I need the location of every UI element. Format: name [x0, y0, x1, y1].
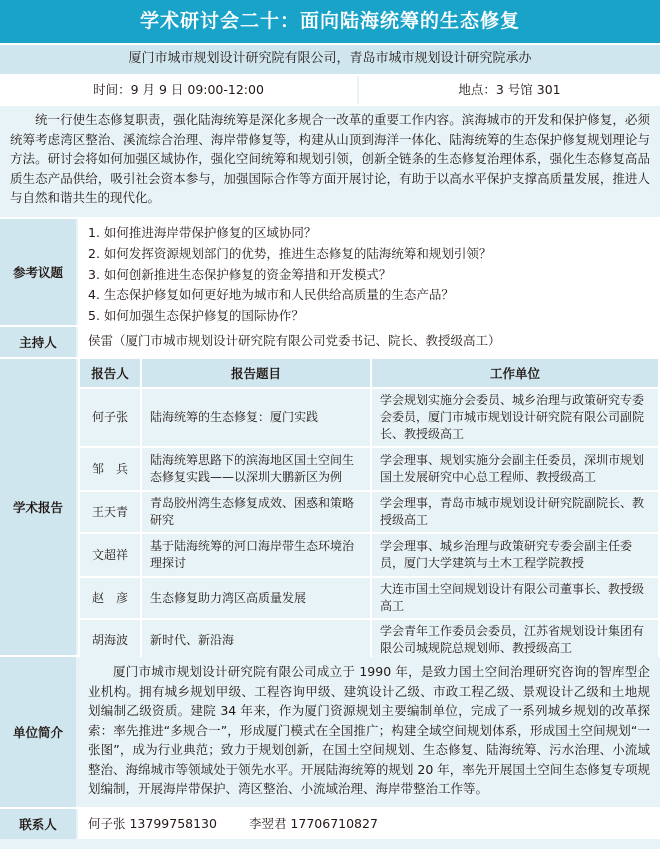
contact-person: 何子张 13799758130: [88, 816, 217, 831]
unit-intro-text: 厦门市城市规划设计研究院有限公司成立于 1990 年，是致力国土空间治理研究咨询的智库型企业机构。拥有城乡规划甲级、工程咨询甲级、建筑设计乙级、市政工程乙级、景观设计乙级和土地规划编制乙级资质。建院 34 年来，作为厦门资源规划主要编制单位，完成了一系列城乡规划的改革探索：率先推进“多规合一”，形成厦门模式在全国推广；构建全域空间规划体系，形成国土空间规划“一张图”，成为行业典范；致力于规划创新，在国土空间规划、生态修复、陆海统筹、污水治理、小流域整治、海绵城市等领域处于领先水平。开展陆海统筹的规划 20 年，率先开展国土空间生态修复专项规划编制，开展海岸带保护、湾区整治、小流域治理、海岸带整治工作等。: [78, 657, 660, 807]
report-topic: 新时代、新沿海: [141, 619, 371, 661]
table-row: [79, 533, 659, 577]
topic-item: 3. 如何创新推进生态保护修复的资金筹措和开发模式？: [88, 266, 392, 282]
host-text: 侯雷（厦门市城市规划设计研究院有限公司党委书记、院长、教授级高工）: [78, 327, 660, 357]
topic-item: 2. 如何发挥资源规划部门的优势，推进生态修复的陆海统筹和规划引领？: [88, 245, 492, 261]
speaker-name: 胡海波: [79, 619, 141, 661]
unit-intro-label: 单位简介: [0, 657, 76, 807]
speaker-name: 文超祥: [79, 533, 141, 577]
report-topic: 青岛胶州湾生态修复成效、困惑和策略研究: [141, 491, 371, 533]
table-row: [79, 577, 659, 619]
topic-item: 5. 如何加强生态保护修复的国际协作？: [88, 308, 304, 324]
reports-table-wrap: [78, 359, 660, 655]
header-topic: 报告题目: [141, 359, 371, 388]
contact-label: 联系人: [0, 809, 76, 839]
report-topic: 陆海统筹思路下的滨海地区国土空间生态修复实践——以深圳大鹏新区为例: [141, 447, 371, 491]
organizer-line: 厦门市城市规划设计研究院有限公司，青岛市城市规划设计研究院承办: [0, 43, 660, 74]
header-unit: 工作单位: [371, 359, 659, 388]
table-row: [79, 619, 659, 661]
header-speaker: 报告人: [79, 359, 141, 388]
topics-label: 参考议题: [0, 219, 76, 325]
speaker-unit: 学会理事、城乡治理与政策研究专委会副主任委员，厦门大学建筑与土木工程学院教授: [371, 533, 659, 577]
report-topic: 基于陆海统筹的河口海岸带生态环境治理探讨: [141, 533, 371, 577]
report-topic: 生态修复助力湾区高质量发展: [141, 577, 371, 619]
reports-section: [0, 357, 660, 655]
speaker-name: 王天青: [79, 491, 141, 533]
speaker-name: 邹 兵: [79, 447, 141, 491]
unit-intro-section: [0, 655, 660, 807]
contact-list: [78, 809, 660, 839]
speaker-unit: 学会规划实施分会委员、城乡治理与政策研究专委会委员，厦门市城市规划设计研究院有限公司副院长、教授级高工: [371, 388, 659, 447]
table-row: [79, 447, 659, 491]
topics-section: [0, 217, 660, 325]
intro-paragraph: 统一行使生态修复职责，强化陆海统筹是深化多规合一改革的重要工作内容。滨海城市的开发和保护修复，必须统筹考虑湾区整治、溪流综合治理、海岸带修复等，构建从山顶到海洋一体化、陆海统筹的生态保护修复规划理论与方法。研讨会将如何加强区域协作，强化空间统筹和规划引领，创新全链条的生态修复治理体系，强化生态修复高品质生态产品供给，吸引社会资本参与，加强国际合作等方面开展讨论，有助于以高水平保护支撑高质量发展，推进人与自然和谐共生的现代化。: [0, 104, 660, 217]
host-label: 主持人: [0, 327, 76, 357]
speaker-name: 赵 彦: [79, 577, 141, 619]
host-section: [0, 325, 660, 357]
topics-list: [78, 219, 660, 325]
time-location-row: [0, 74, 660, 104]
speaker-unit: 学会理事，青岛市城市规划设计研究院副院长、教授级高工: [371, 491, 659, 533]
reports-label: 学术报告: [0, 359, 76, 655]
speaker-unit: 学会理事、规划实施分会副主任委员，深圳市规划国土发展研究中心总工程师、教授级高工: [371, 447, 659, 491]
table-row: [79, 388, 659, 447]
contact-section: [0, 807, 660, 839]
event-time: 时间：9 月 9 日 09:00-12:00: [0, 76, 357, 104]
reports-table: [78, 359, 660, 662]
contact-person: 李翌君 17706710827: [248, 816, 378, 831]
topic-item: 4. 生态保护修复如何更好地为城市和人民供给高质量的生态产品？: [88, 287, 454, 303]
speaker-unit: 学会青年工作委员会委员，江苏省规划设计集团有限公司城规院总规划师、教授级高工: [371, 619, 659, 661]
speaker-unit: 大连市国土空间规划设计有限公司董事长、教授级高工: [371, 577, 659, 619]
speaker-name: 何子张: [79, 388, 141, 447]
report-topic: 陆海统筹的生态修复：厦门实践: [141, 388, 371, 447]
table-row: [79, 491, 659, 533]
page-title: 学术研讨会二十：面向陆海统筹的生态修复: [0, 0, 660, 43]
event-location: 地点：3 号馆 301: [359, 76, 660, 104]
table-header-row: [79, 359, 659, 388]
topic-item: 1. 如何推进海岸带保护修复的区域协同？: [88, 225, 317, 240]
